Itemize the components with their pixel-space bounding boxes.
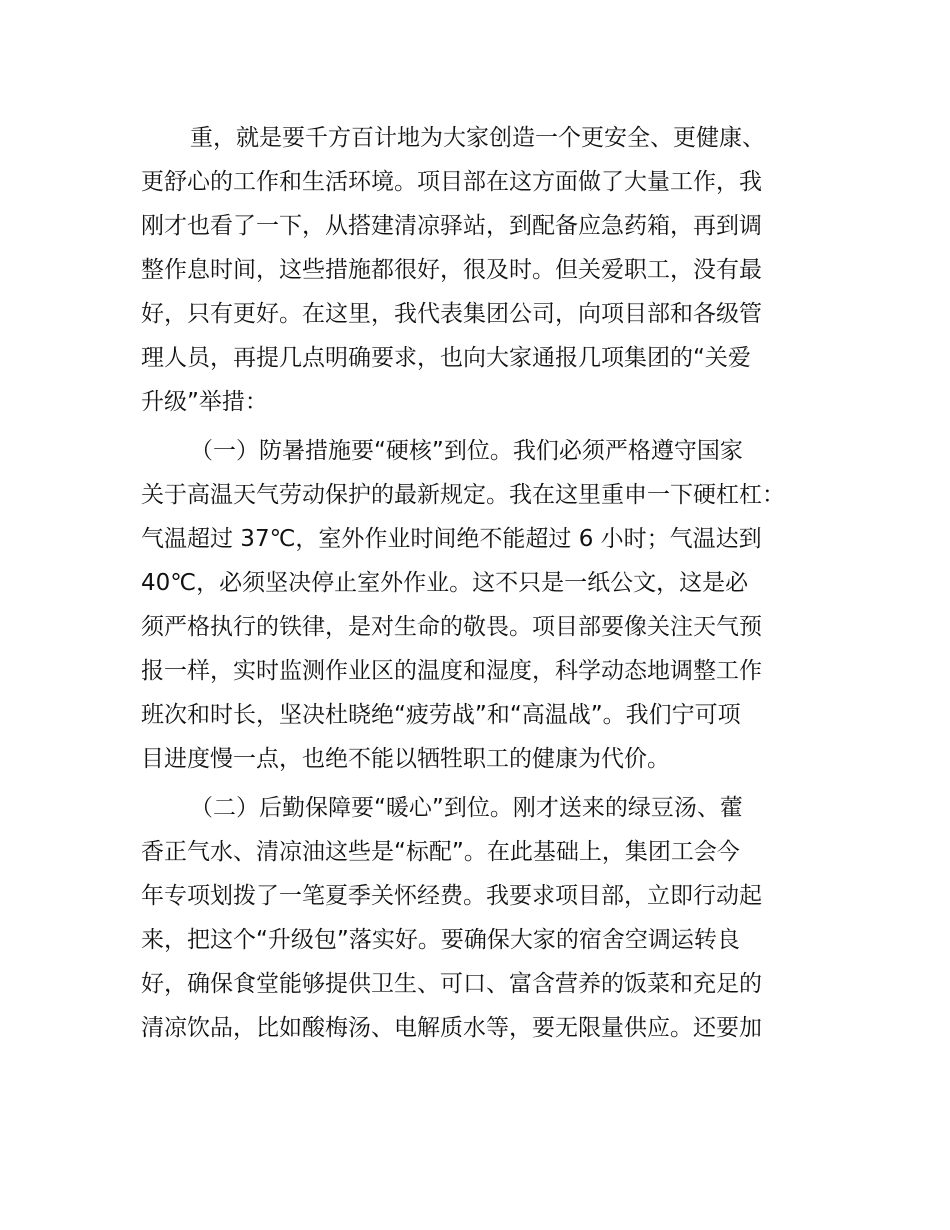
text-line: 重，就是要千方百计地为大家创造一个更安全、更健康、	[190, 125, 765, 151]
text-line: 香正气水、清凉油这些是“标配”。在此基础上，集团工会今	[141, 839, 740, 865]
text-line: 来，把这个“升级包”落实好。要确保大家的宿舍空调运转良	[141, 927, 740, 953]
text-line: （一）防暑措施要“硬核”到位。我们必须严格遵守国家	[190, 438, 743, 464]
text-line: 升级”举措：	[141, 389, 268, 415]
text-line: 刚才也看了一下，从搭建清凉驿站，到配备应急药箱，再到调	[141, 213, 762, 239]
text-line: 班次和时长，坚决杜晓绝“疲劳战”和“高温战”。我们宁可项	[141, 702, 741, 728]
text-line: 清凉饮品，比如酸梅汤、电解质水等，要无限量供应。还要加	[141, 1015, 762, 1041]
text-line: 整作息时间，这些措施都很好，很及时。但关爱职工，没有最	[141, 257, 762, 283]
text-line: 理人员，再提几点明确要求，也向大家通报几项集团的“关爱	[141, 345, 751, 371]
text-line: 气温超过 37℃，室外作业时间绝不能超过 6 小时；气温达到	[141, 526, 762, 552]
text-line: 须严格执行的铁律，是对生命的敬畏。项目部要像关注天气预	[141, 614, 762, 640]
text-line: 更舒心的工作和生活环境。项目部在这方面做了大量工作，我	[141, 169, 762, 195]
text-line: 40℃，必须坚决停止室外作业。这不只是一纸公文，这是必	[141, 570, 749, 596]
text-line: 关于高温天气劳动保护的最新规定。我在这里重申一下硬杠杠：	[141, 482, 785, 508]
text-line: 报一样，实时监测作业区的温度和湿度，科学动态地调整工作	[141, 658, 762, 684]
text-line: 好，确保食堂能够提供卫生、可口、富含营养的饭菜和充足的	[141, 971, 762, 997]
text-line: （二）后勤保障要“暖心”到位。刚才送来的绿豆汤、藿	[190, 795, 743, 821]
text-line: 目进度慢一点，也绝不能以牺牲职工的健康为代价。	[141, 746, 670, 772]
text-line: 好，只有更好。在这里，我代表集团公司，向项目部和各级管	[141, 301, 762, 327]
text-line: 年专项划拨了一笔夏季关怀经费。我要求项目部，立即行动起	[141, 883, 762, 909]
